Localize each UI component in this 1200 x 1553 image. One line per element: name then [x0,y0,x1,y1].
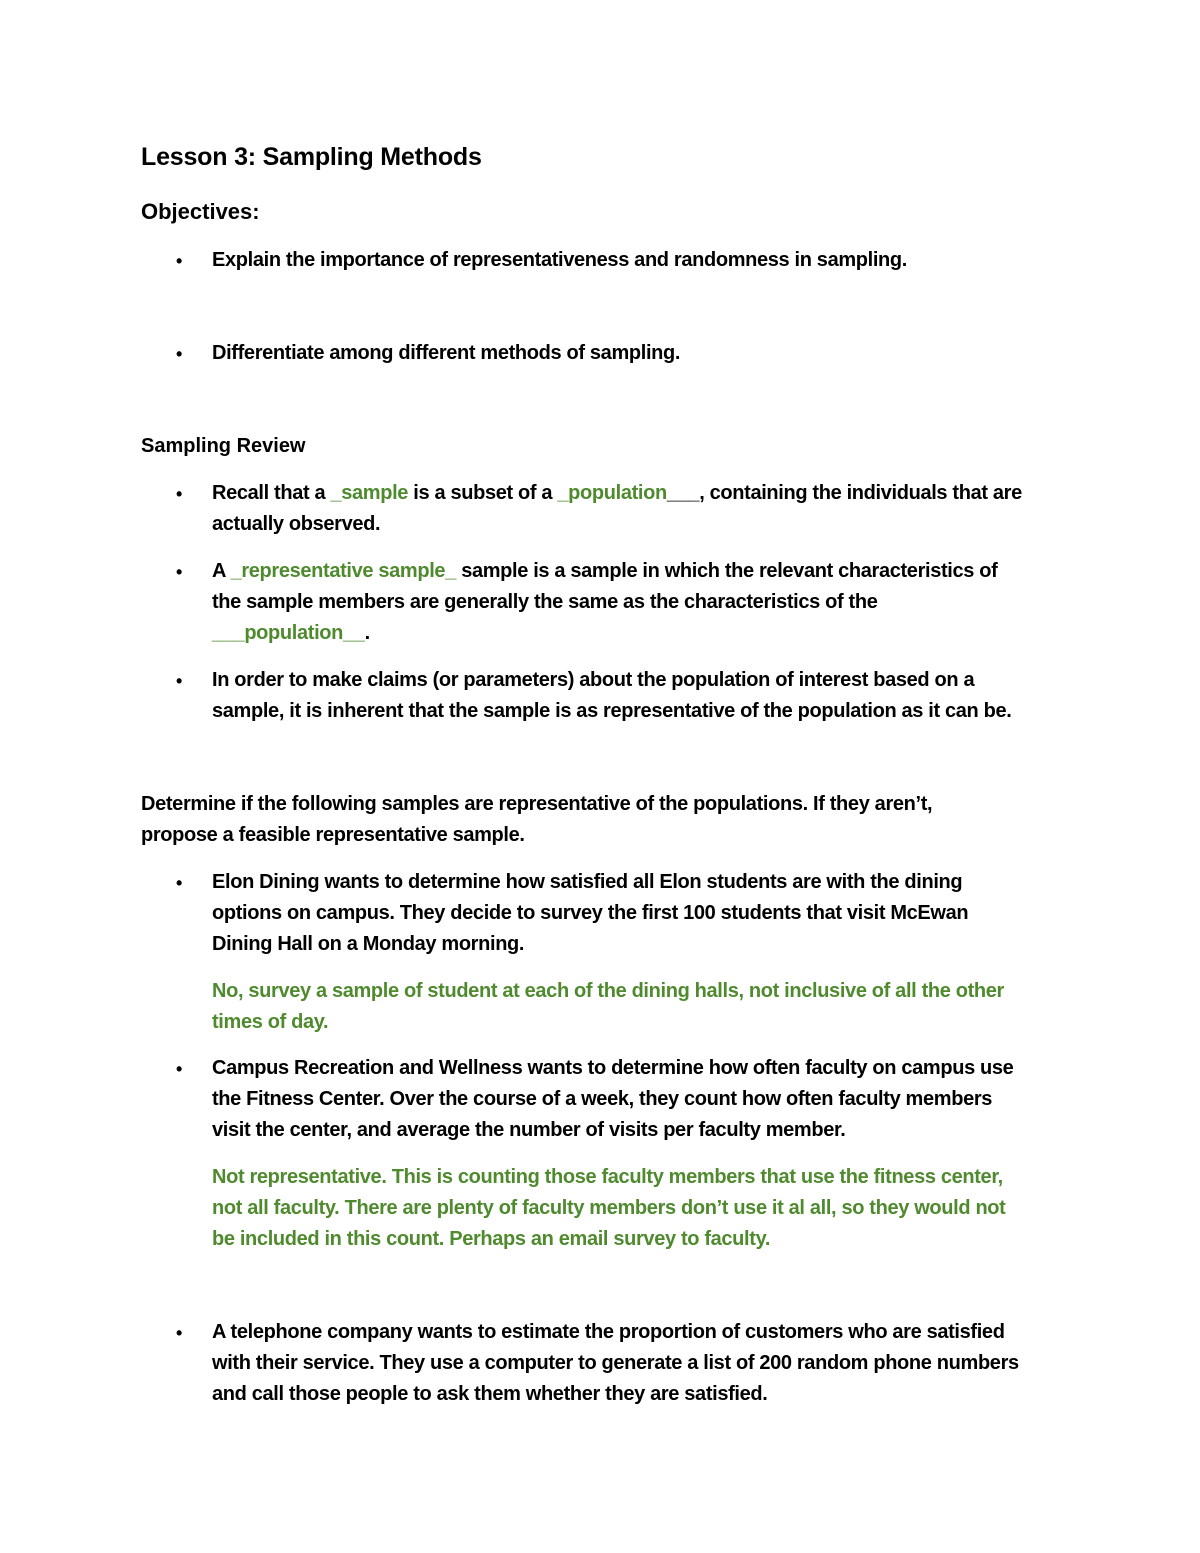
review-item-1-line-2: actually observed. [212,513,381,535]
bullet-icon: • [176,1059,183,1079]
blank-answer-population: _population [557,482,667,504]
exercise-prompt-line-1: Determine if the following samples are representative of the populations. If they aren’t, [141,793,933,815]
review-item-3-line-2: sample, it is inherent that the sample is as representative of the population as it can be. [212,700,1012,722]
review-item-2-line-1 [212,560,997,583]
page-title: Lesson 3: Sampling Methods [141,143,482,171]
question-3-line: A telephone company wants to estimate the proportion of customers who are satisfied [212,1321,1005,1343]
question-1-line: Elon Dining wants to determine how satisfied all Elon students are with the dining [212,871,963,893]
question-2-line: the Fitness Center. Over the course of a week, they count how often faculty members [212,1088,993,1110]
objective-item: Explain the importance of representativeness and randomness in sampling. [212,249,907,271]
answer-1-line: No, survey a sample of student at each of the dining halls, not inclusive of all the other [212,980,1004,1002]
bullet-icon: • [176,251,183,271]
bullet-icon: • [176,344,183,364]
section-heading-sampling-review: Sampling Review [141,435,306,457]
text-run: is a subset of a [408,482,558,504]
bullet-icon: • [176,671,183,691]
answer-2-line: be included in this count. Perhaps an email survey to faculty. [212,1228,771,1250]
question-3-line: and call those people to ask them whether they are satisfied. [212,1383,768,1405]
objective-item: Differentiate among different methods of sampling. [212,342,681,364]
question-3-line: with their service. They use a computer to generate a list of 200 random phone numbers [212,1352,1019,1374]
question-1-line: options on campus. They decide to survey the first 100 students that visit McEwan [212,902,969,924]
question-2-line: Campus Recreation and Wellness wants to determine how often faculty on campus use [212,1057,1014,1079]
blank-answer-representative-sample: _representative sample_ [230,560,456,582]
review-item-2-line-2: the sample members are generally the same as the characteristics of the [212,591,878,613]
review-item-1-line-1 [212,482,1022,505]
text-run: sample is a sample in which the relevant characteristics of [455,560,998,582]
blank-answer-sample: _sample [330,482,409,504]
bullet-icon: • [176,484,183,504]
exercise-prompt-line-2: propose a feasible representative sample. [141,824,525,846]
answer-2-line: not all faculty. There are plenty of faculty members don’t use it al all, so they would not [212,1197,1006,1219]
review-item-3-line-1: In order to make claims (or parameters) about the population of interest based on a [212,669,975,691]
text-run: ___, containing the individuals that are [666,482,1022,504]
question-1-line: Dining Hall on a Monday morning. [212,933,525,955]
answer-2-line: Not representative. This is counting those faculty members that use the fitness center, [212,1166,1003,1188]
objectives-heading: Objectives: [141,199,260,224]
blank-answer-population: ___population__ [212,622,365,644]
text-run: . [364,622,370,644]
bullet-icon: • [176,1323,183,1343]
bullet-icon: • [176,873,183,893]
review-item-2-line-3 [212,622,370,645]
bullet-icon: • [176,562,183,582]
text-run: A [212,560,231,582]
text-run: Recall that a [212,482,331,504]
question-2-line: visit the center, and average the number of visits per faculty member. [212,1119,846,1141]
answer-1-line: times of day. [212,1011,329,1033]
